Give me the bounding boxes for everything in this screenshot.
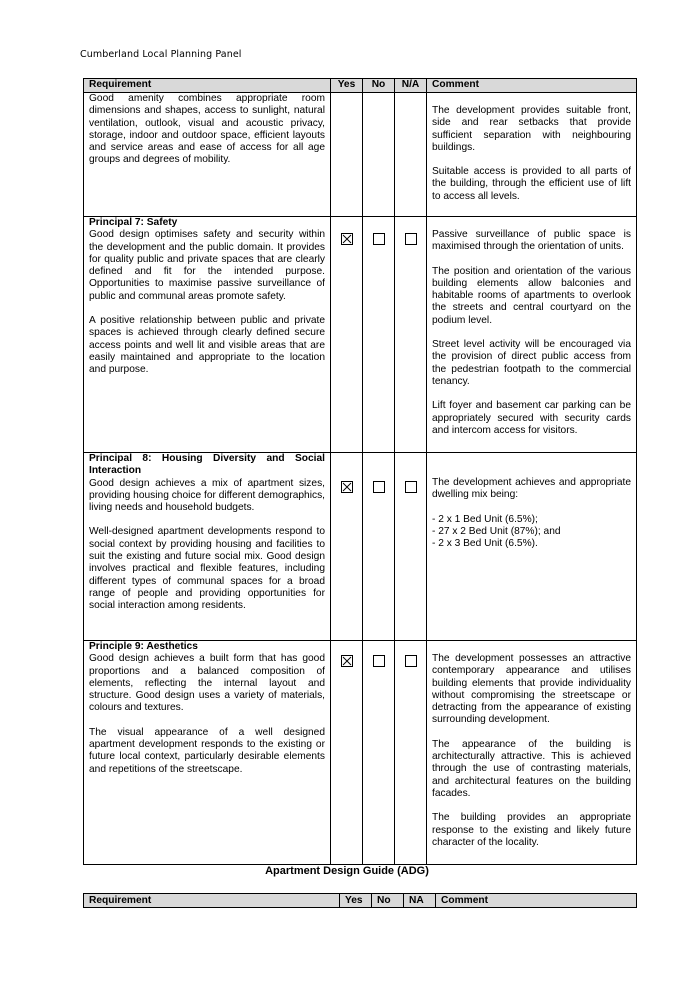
comment-cell: [427, 93, 637, 217]
no-checkbox[interactable]: [373, 655, 385, 667]
table-row: [84, 217, 637, 453]
requirements-table: [83, 78, 637, 865]
comment-cell: [427, 641, 637, 865]
yes-checkbox-checked[interactable]: [341, 481, 353, 493]
no-cell: [363, 217, 395, 453]
comment-text: The development achieves and appropriate dwelling mix being:: [432, 477, 631, 501]
col-header-requirement: Requirement: [84, 79, 331, 93]
requirement-text: A positive relationship between public and private spaces is achieved through clearly defined secure access points and well lit and visible areas that are easily maintained and appropriate to the location and purpose.: [89, 315, 325, 376]
table-row: [84, 93, 637, 217]
col-header-yes: Yes: [331, 79, 363, 93]
col-header-no: No: [363, 79, 395, 93]
requirement-cell: [84, 641, 331, 865]
list-item: - 2 x 1 Bed Unit (6.5%);: [432, 513, 538, 525]
comment-text: The development possesses an attractive contemporary appearance and utilises building elements that provide individuality without compromising the streetscape or detracting from the appearance of existing surrounding development.: [432, 653, 631, 726]
no-cell: [363, 641, 395, 865]
na-cell: [395, 453, 427, 641]
no-checkbox[interactable]: [373, 233, 385, 245]
comment-text: The position and orientation of the various building elements allow balconies and habitable rooms of apartments to overlook the streets and central courtyard on the podium level.: [432, 265, 631, 326]
na-checkbox[interactable]: [405, 655, 417, 667]
comment-text: The appearance of the building is architecturally attractive. This is achieved through the use of contrasting materials, and architectural features on the building facades.: [432, 738, 631, 799]
table-row: [84, 641, 637, 865]
adg-header-row: [84, 894, 637, 908]
adg-col-requirement: Requirement: [84, 894, 340, 908]
principle-title: Principal 8: Housing Diversity and Social Interaction: [89, 453, 325, 477]
no-cell: [363, 93, 395, 217]
requirement-cell: [84, 453, 331, 641]
table-row: [84, 453, 637, 641]
adg-table: [83, 893, 637, 908]
principle-title: Principal 7: Safety: [89, 217, 178, 228]
requirement-text: Good design achieves a built form that has good proportions and a balanced composition of elements, reflecting the internal layout and structure. Good design uses a variety of materials, colours and textures.: [89, 653, 325, 714]
na-cell: [395, 217, 427, 453]
dwelling-mix-list: [432, 514, 631, 551]
comment-text: Passive surveillance of public space is maximised through the orientation of units.: [432, 229, 631, 253]
comment-text: Street level activity will be encouraged via the provision of direct public access from the pedestrian footpath to the commercial tenancy.: [432, 339, 631, 387]
yes-checkbox-checked[interactable]: [341, 233, 353, 245]
yes-cell: [331, 217, 363, 453]
comment-cell: [427, 217, 637, 453]
requirement-text: Good amenity combines appropriate room dimensions and shapes, access to sunlight, natural ventilation, outlook, visual and acoustic privacy, storage, indoor and outdoor space, efficient layouts and service areas and ease of access for all age groups and degrees of mobility.: [89, 93, 325, 166]
comment-text: The building provides an appropriate response to the existing and likely future character of the locality.: [432, 812, 631, 848]
requirement-text: The visual appearance of a well designed apartment development responds to the existing or future local context, particularly desirable elements and repetitions of the streetscape.: [89, 726, 325, 775]
requirement-text: Good design optimises safety and security within the development and the public domain. It provides for quality public and private spaces that are clearly defined and fit for the intended purpose. Opportunities to maximise passive surveillance of public and communal areas promote safety.: [89, 229, 325, 302]
page-header: Cumberland Local Planning Panel: [80, 49, 242, 60]
adg-col-comment: Comment: [436, 894, 637, 908]
comment-text: Suitable access is provided to all parts of the building, through the efficient use of lift to access all levels.: [432, 166, 631, 202]
yes-checkbox-checked[interactable]: [341, 655, 353, 667]
na-checkbox[interactable]: [405, 233, 417, 245]
comment-text: Lift foyer and basement car parking can be appropriately secured with security cards and intercom access for visitors.: [432, 400, 631, 436]
adg-section-title: Apartment Design Guide (ADG): [265, 865, 429, 877]
yes-cell: [331, 641, 363, 865]
requirement-cell: [84, 93, 331, 217]
list-item: - 27 x 2 Bed Unit (87%); and: [432, 525, 561, 537]
yes-cell: [331, 453, 363, 641]
na-cell: [395, 641, 427, 865]
no-cell: [363, 453, 395, 641]
requirement-text: Well-designed apartment developments respond to social context by providing housing and facilities to suit the existing and future social mix. Good design involves practical and flexible features, including different types of communal spaces for a broad range of people and providing opportunities for social interaction among residents.: [89, 526, 325, 612]
comment-text: The development provides suitable front, side and rear setbacks that provide sufficient separation with neighbouring buildings.: [432, 105, 631, 153]
col-header-comment: Comment: [427, 79, 637, 93]
adg-col-yes: Yes: [340, 894, 372, 908]
list-item: - 2 x 3 Bed Unit (6.5%).: [432, 538, 538, 550]
comment-cell: [427, 453, 637, 641]
na-cell: [395, 93, 427, 217]
table-header-row: [84, 79, 637, 93]
yes-cell: [331, 93, 363, 217]
no-checkbox[interactable]: [373, 481, 385, 493]
principle-title: Principle 9: Aesthetics: [89, 641, 198, 652]
na-checkbox[interactable]: [405, 481, 417, 493]
requirement-text: Good design achieves a mix of apartment sizes, providing housing choice for different demographics, living needs and household budgets.: [89, 477, 325, 514]
adg-col-na: NA: [404, 894, 436, 908]
requirement-cell: [84, 217, 331, 453]
col-header-na: N/A: [395, 79, 427, 93]
adg-col-no: No: [372, 894, 404, 908]
